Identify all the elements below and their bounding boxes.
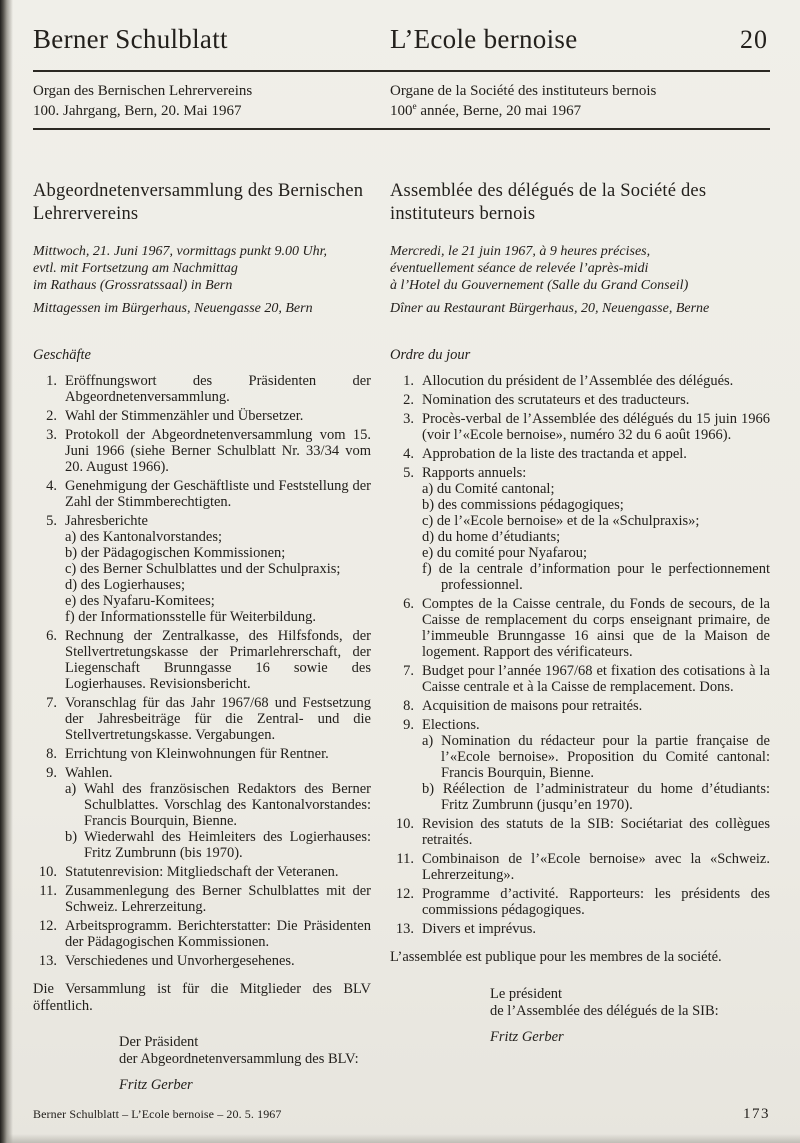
agenda-item-number: 13. bbox=[395, 921, 414, 937]
agenda-item-body bbox=[65, 695, 371, 743]
agenda-item-number: 11. bbox=[39, 883, 57, 899]
agenda-subitem: b) Réélection de l’administrateur du home d’étudiants: Fritz Zumbrunn (jusqu’en 1970). bbox=[422, 781, 770, 813]
masthead bbox=[33, 24, 770, 55]
meeting-note-de: Mittagessen im Bürgerhaus, Neuengasse 20, Bern bbox=[33, 301, 313, 316]
agenda-item-text: Approbation de la liste des tractanda et appel. bbox=[422, 446, 687, 462]
agenda-subitems bbox=[65, 529, 371, 625]
meeting-schedule-fr bbox=[390, 243, 770, 294]
meeting-note-fr: Dîner au Restaurant Bürgerhaus, 20, Neuengasse, Berne bbox=[390, 301, 710, 316]
schedule-line: Mittwoch, 21. Juni 1967, vormittags punkt 9.00 Uhr, bbox=[33, 244, 327, 259]
agenda-item-body bbox=[422, 465, 770, 593]
agenda-item bbox=[33, 373, 371, 405]
agenda-item bbox=[33, 427, 371, 475]
agenda-item-number: 7. bbox=[46, 695, 57, 711]
subtitle-fr-line1: Organe de la Société des instituteurs bernois bbox=[390, 83, 657, 99]
column-french bbox=[390, 180, 770, 1094]
agenda-item-text: Errichtung von Kleinwohnungen für Rentner. bbox=[65, 746, 329, 762]
scan-edge-shadow bbox=[0, 0, 13, 1143]
agenda-item-body bbox=[65, 478, 371, 510]
agenda-item-number: 8. bbox=[46, 746, 57, 762]
agenda-item-number: 6. bbox=[46, 628, 57, 644]
agenda-item-text: Rechnung der Zentralkasse, des Hilfsfonds, der Stellvertretungskasse der Primarlehrerschaft, der Liegenschaft Brunngasse 16 sowie des Logierhauses. Revisionsbericht. bbox=[65, 628, 371, 692]
agenda-item-number: 10. bbox=[38, 864, 57, 880]
agenda-item-number: 12. bbox=[395, 886, 414, 902]
schedule-line: evtl. mit Fortsetzung am Nachmittag bbox=[33, 261, 238, 276]
agenda-item-number: 4. bbox=[403, 446, 414, 462]
agenda-item-text: Eröffnungswort des Präsidenten der Abgeordnetenversammlung. bbox=[65, 373, 371, 405]
agenda-item bbox=[33, 765, 371, 861]
agenda-subitem: d) des Logierhauses; bbox=[65, 577, 185, 593]
agenda-subitems bbox=[422, 733, 770, 813]
agenda-item bbox=[390, 596, 770, 660]
signature-block-fr bbox=[490, 986, 770, 1046]
subtitle-row bbox=[33, 72, 770, 128]
agenda-item bbox=[390, 816, 770, 848]
agenda-item bbox=[33, 628, 371, 692]
agenda-item bbox=[390, 663, 770, 695]
agenda-item-number: 11. bbox=[396, 851, 414, 867]
schedule-line: im Rathaus (Grossratssaal) in Bern bbox=[33, 278, 233, 293]
signature-role-line2: de l’Assemblée des délégués de la SIB: bbox=[490, 1002, 719, 1019]
agenda-item-text: Jahresberichte bbox=[65, 513, 148, 529]
agenda-item-number: 8. bbox=[403, 698, 414, 714]
agenda-subitems bbox=[422, 481, 770, 593]
agenda-item-text: Genehmigung der Geschäftliste und Feststellung der Zahl der Stimmberechtigten. bbox=[65, 478, 371, 510]
agenda-item-body bbox=[65, 513, 371, 625]
agenda-item-text: Statutenrevision: Mitgliedschaft der Veteranen. bbox=[65, 864, 339, 880]
schedule-line: Mercredi, le 21 juin 1967, à 9 heures précises, bbox=[390, 244, 651, 259]
agenda-item-number: 1. bbox=[46, 373, 57, 389]
agenda-item-text: Programme d’activité. Rapporteurs: les présidents des commissions pédagogiques. bbox=[422, 886, 770, 918]
agenda-item-body bbox=[65, 883, 371, 915]
agenda-item bbox=[33, 883, 371, 915]
agenda-item-body bbox=[422, 886, 770, 918]
agenda-item-text: Protokoll der Abgeordnetenversammlung vom 15. Juni 1966 (siehe Berner Schulblatt Nr. 33/34 vom 20. August 1966). bbox=[65, 427, 371, 475]
agenda-item-text: Arbeitsprogramm. Berichterstatter: Die Präsidenten der Pädagogischen Kommissionen. bbox=[65, 918, 371, 950]
agenda-item-number: 7. bbox=[403, 663, 414, 679]
agenda-subitem: e) du comité pour Nyafarou; bbox=[422, 545, 588, 561]
subtitle-fr-line2 bbox=[390, 101, 770, 121]
agenda-item bbox=[33, 478, 371, 510]
agenda-subitem: a) Nomination du rédacteur pour la partie française de l’«Ecole bernoise». Proposition du Comité cantonal: Francis Bourquin, Bienne. bbox=[422, 733, 770, 781]
agenda-item-body bbox=[65, 765, 371, 861]
column-heading-de: Abgeordnetenversammlung des Bernischen Lehrervereins bbox=[33, 181, 364, 224]
agenda-item-number: 13. bbox=[38, 953, 57, 969]
content-columns bbox=[33, 180, 770, 1094]
agenda-item-body bbox=[422, 446, 770, 462]
subtitle-fr-year-rest: année, Berne, 20 mai 1967 bbox=[416, 103, 582, 119]
agenda-item-number: 9. bbox=[403, 717, 414, 733]
masthead-right bbox=[390, 24, 770, 55]
agenda-subitem: f) der Informationsstelle für Weiterbildung. bbox=[65, 609, 317, 625]
subtitle-fr-year-sup: e bbox=[412, 102, 417, 112]
signature-role-line1: Der Präsident bbox=[119, 1034, 199, 1050]
agenda-item-number: 6. bbox=[403, 596, 414, 612]
signature-block-de bbox=[119, 1034, 371, 1094]
agenda-item-number: 5. bbox=[46, 513, 57, 529]
agenda-item-number: 1. bbox=[403, 373, 414, 389]
agenda-item-body bbox=[422, 411, 770, 443]
agenda-item bbox=[390, 411, 770, 443]
agenda-subitem: d) du home d’étudiants; bbox=[422, 529, 561, 545]
agenda-item-text: Budget pour l’année 1967/68 et fixation des cotisations à la Caisse centrale et à la Caisse de remplacement. Dons. bbox=[422, 663, 770, 695]
agenda-item bbox=[390, 886, 770, 918]
agenda-item bbox=[390, 921, 770, 937]
agenda-item bbox=[390, 465, 770, 593]
agenda-subitem: b) Wiederwahl des Heimleiters des Logierhauses: Fritz Zumbrunn (bis 1970). bbox=[65, 829, 371, 861]
subtitle-fr-year-num: 100 bbox=[390, 103, 413, 119]
agenda-item bbox=[33, 953, 371, 969]
agenda-item bbox=[33, 864, 371, 880]
agenda-subitem: e) des Nyafaru-Komitees; bbox=[65, 593, 215, 609]
agenda-item bbox=[390, 851, 770, 883]
agenda-label-fr: Ordre du jour bbox=[390, 347, 471, 363]
footer-imprint: Berner Schulblatt – L’Ecole bernoise – 20. 5. 1967 bbox=[33, 1107, 282, 1121]
agenda-item-body bbox=[422, 373, 770, 389]
agenda-item-body bbox=[422, 816, 770, 848]
agenda-item-number: 9. bbox=[46, 765, 57, 781]
agenda-item-number: 2. bbox=[403, 392, 414, 408]
agenda-subitem: a) des Kantonalvorstandes; bbox=[65, 529, 223, 545]
agenda-item-text: Elections. bbox=[422, 717, 480, 733]
agenda-item-body bbox=[65, 628, 371, 692]
subtitle-de-line2: 100. Jahrgang, Bern, 20. Mai 1967 bbox=[33, 103, 242, 119]
agenda-item-text: Revision des statuts de la SIB: Sociétariat des collègues retraités. bbox=[422, 816, 770, 848]
page-footer bbox=[33, 1106, 770, 1123]
agenda-label-de: Geschäfte bbox=[33, 347, 91, 363]
agenda-item-body bbox=[65, 427, 371, 475]
agenda-item-body bbox=[422, 392, 770, 408]
agenda-subitem: f) de la centrale d’information pour le perfectionnement professionnel. bbox=[422, 561, 770, 593]
agenda-subitem: b) der Pädagogischen Kommissionen; bbox=[65, 545, 286, 561]
agenda-item bbox=[33, 918, 371, 950]
agenda-item-text: Verschiedenes und Unvorhergesehenes. bbox=[65, 953, 295, 969]
agenda-item-body bbox=[422, 921, 770, 937]
page-number: 173 bbox=[743, 1106, 770, 1122]
agenda-item-text: Nomination des scrutateurs et des traducteurs. bbox=[422, 392, 690, 408]
agenda-item-number: 10. bbox=[395, 816, 414, 832]
agenda-item-number: 4. bbox=[46, 478, 57, 494]
signature-name: Fritz Gerber bbox=[119, 1077, 193, 1093]
agenda-item bbox=[390, 698, 770, 714]
agenda-item bbox=[390, 446, 770, 462]
agenda-subitem: c) de l’«Ecole bernoise» et de la «Schulpraxis»; bbox=[422, 513, 700, 529]
agenda-item bbox=[390, 392, 770, 408]
agenda-item bbox=[33, 695, 371, 743]
meeting-schedule-de bbox=[33, 243, 371, 294]
agenda-item-text: Combinaison de l’«Ecole bernoise» avec la «Schweiz. Lehrerzeitung». bbox=[422, 851, 770, 883]
agenda-item-text: Zusammenlegung des Berner Schulblattes mit der Schweiz. Lehrerzeitung. bbox=[65, 883, 371, 915]
agenda-item-body bbox=[422, 851, 770, 883]
agenda-item-number: 2. bbox=[46, 408, 57, 424]
issue-number: 20 bbox=[740, 25, 768, 54]
column-heading-fr: Assemblée des délégués de la Société des instituteurs bernois bbox=[390, 181, 707, 224]
agenda-item-text: Rapports annuels: bbox=[422, 465, 527, 481]
masthead-title-fr: L’Ecole bernoise bbox=[390, 24, 578, 54]
agenda-subitem: c) des Berner Schulblattes und der Schulpraxis; bbox=[65, 561, 341, 577]
schedule-line: à l’Hotel du Gouvernement (Salle du Grand Conseil) bbox=[390, 278, 689, 293]
agenda-item-body bbox=[65, 918, 371, 950]
signature-name: Fritz Gerber bbox=[490, 1028, 564, 1045]
agenda-subitem: b) des commissions pédagogiques; bbox=[422, 497, 624, 513]
agenda-item-text: Comptes de la Caisse centrale, du Fonds de secours, de la Caisse de remplacement du corps enseignant primaire, de l’immeuble Brunngasse 16 ainsi que de la Maison de logement. Rapport des vérificateurs. bbox=[422, 596, 770, 660]
agenda-item-body bbox=[422, 663, 770, 695]
closing-note-fr: L’assemblée est publique pour les membres de la société. bbox=[390, 949, 722, 965]
agenda-item-text: Wahl der Stimmenzähler und Übersetzer. bbox=[65, 408, 304, 424]
agenda-item-number: 3. bbox=[403, 411, 414, 427]
agenda-item bbox=[33, 513, 371, 625]
agenda-item-text: Procès-verbal de l’Assemblée des délégués du 15 juin 1966 (voir l’«Ecole bernoise», numéro 32 du 6 août 1966). bbox=[422, 411, 770, 443]
subtitle-de-line1: Organ des Bernischen Lehrervereins bbox=[33, 83, 253, 99]
agenda-subitems bbox=[65, 781, 371, 861]
agenda-subitem: a) Wahl des französischen Redaktors des Berner Schulblattes. Vorschlag des Kantonalvorstandes: Francis Bourquin, Bienne. bbox=[65, 781, 371, 829]
subtitle-de bbox=[33, 81, 371, 121]
agenda-item bbox=[390, 373, 770, 389]
agenda-item bbox=[33, 746, 371, 762]
closing-note-de: Die Versammlung ist für die Mitglieder des BLV öffentlich. bbox=[33, 981, 371, 1014]
agenda-item-body bbox=[65, 373, 371, 405]
agenda-item-body bbox=[65, 864, 371, 880]
signature-role-line2: der Abgeordnetenversammlung des BLV: bbox=[119, 1051, 359, 1067]
agenda-item-body bbox=[422, 698, 770, 714]
agenda-item-text: Voranschlag für das Jahr 1967/68 und Festsetzung der Jahresbeiträge für die Zentral- und die Stellvertretungskasse. Vergabungen. bbox=[65, 695, 371, 743]
column-german bbox=[33, 180, 371, 1094]
agenda-item-number: 3. bbox=[46, 427, 57, 443]
agenda-item bbox=[390, 717, 770, 813]
agenda-list-fr bbox=[390, 373, 770, 937]
agenda-item-body bbox=[65, 408, 371, 424]
schedule-line: éventuellement séance de relevée l’après-midi bbox=[390, 261, 649, 276]
agenda-item-number: 5. bbox=[403, 465, 414, 481]
agenda-item bbox=[33, 408, 371, 424]
agenda-item-text: Divers et imprévus. bbox=[422, 921, 536, 937]
agenda-subitem: a) du Comité cantonal; bbox=[422, 481, 555, 497]
divider-rule-bottom bbox=[33, 128, 770, 130]
agenda-item-text: Wahlen. bbox=[65, 765, 113, 781]
subtitle-fr bbox=[390, 81, 770, 121]
agenda-item-body bbox=[65, 953, 371, 969]
agenda-item-number: 12. bbox=[38, 918, 57, 934]
agenda-item-body bbox=[65, 746, 371, 762]
signature-role-line1: Le président bbox=[490, 985, 563, 1002]
agenda-list-de bbox=[33, 373, 371, 969]
masthead-title-de: Berner Schulblatt bbox=[33, 24, 228, 54]
agenda-item-text: Allocution du président de l’Assemblée des délégués. bbox=[422, 373, 734, 389]
agenda-item-text: Acquisition de maisons pour retraités. bbox=[422, 698, 643, 714]
scan-bottom-shadow bbox=[0, 1134, 800, 1143]
agenda-item-body bbox=[422, 596, 770, 660]
agenda-item-body bbox=[422, 717, 770, 813]
